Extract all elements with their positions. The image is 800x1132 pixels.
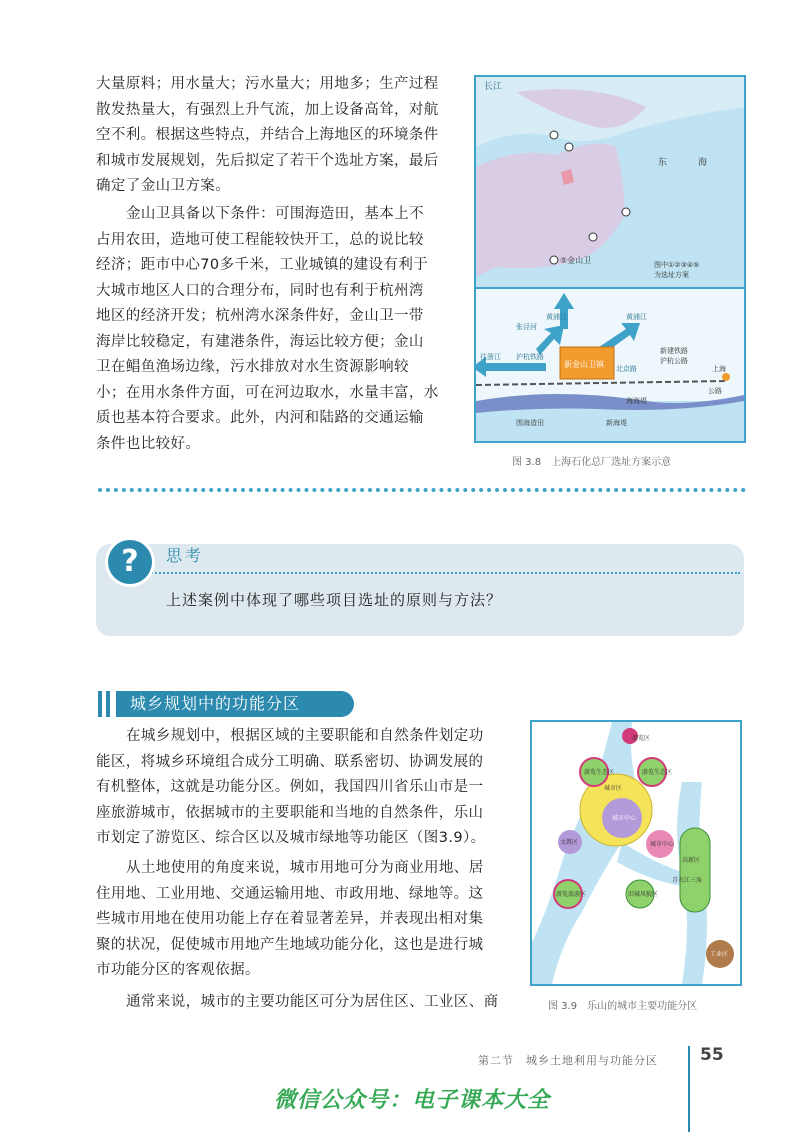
zone-hightech: [680, 828, 710, 912]
canal-label: 黄浦江: [546, 313, 567, 321]
section-divider: [98, 488, 746, 492]
text-line: 和城市发展规划，先后拟定了若干个选址方案，最后: [96, 152, 439, 169]
text-line: 大量原料；用水量大；污水量大；用地多；生产过程: [96, 76, 439, 92]
seawall-label: 海海堤: [626, 397, 647, 405]
canal-label: 黄浦江: [626, 313, 647, 321]
heading-bar: [106, 691, 110, 717]
shanghai-map: [476, 77, 744, 287]
zone-label: 工业区: [710, 951, 729, 958]
text-line: 聚的状况，促使城市用地产生地域功能分化，这也是进行城: [96, 936, 484, 953]
legend-text: 图中①②③④⑤: [654, 261, 700, 269]
paragraph-4: [96, 856, 516, 984]
road-label: 公路: [708, 387, 722, 395]
text-line: 在城乡规划中，根据区域的主要职能和自然条件划定功: [126, 728, 484, 744]
text-line: 占用农田，造地可使工程能较快开工，总的说比较: [96, 231, 424, 248]
text-line: 卫在鲳鱼渔场边缘，污水排放对水生资源影响较: [96, 359, 409, 375]
text-line: 能区，将城乡环境组合成分工明确、联系密切、协调发展的: [96, 753, 484, 770]
figure-3-9-caption: 图 3.9 乐山的城市主要功能分区: [548, 1001, 698, 1012]
reclaim-label: 围海造田: [516, 419, 544, 427]
zone-label: 城市中心: [650, 841, 675, 848]
text-line: 从土地使用的角度来说，城市用地可分为商业用地、居: [126, 860, 484, 876]
text-line: 通常来说，城市的主要功能区可分为居住区、工业区、商: [126, 994, 499, 1010]
text-line: 住用地、工业用地、交通运输用地、市政用地、绿地等。这: [96, 885, 484, 902]
text-line: 散发热量大，有强烈上升气流，加上设备高耸，对航: [96, 101, 439, 118]
text-line: 空不利。根据这些特点，并结合上海地区的环境条件: [96, 127, 439, 143]
zone-label: 城市区: [604, 785, 623, 792]
canal-arrow: [554, 293, 574, 329]
site-marker: [550, 131, 558, 139]
paragraph-2: [96, 202, 460, 457]
text-line: 小；在用水条件方面，可在河边取水，水量丰富，水: [96, 384, 439, 401]
zone-label: 旧城风貌区: [628, 891, 659, 898]
zone-label: 游览生态区: [642, 769, 673, 776]
new-town-label: 沪杭公路: [660, 357, 688, 365]
zone-label: 城市中心: [612, 815, 637, 822]
text-line: 质也基本符合要求。此外，内河和陆路的交通运输: [96, 410, 424, 426]
zone-label: 青衣江三角: [672, 877, 703, 884]
sea-label: 东: [658, 158, 668, 168]
rail-label: 沪杭铁路: [516, 353, 544, 361]
leshan-map: [532, 722, 740, 984]
think-title: 思考: [166, 546, 205, 565]
text-line: 确定了金山卫方案。: [96, 178, 231, 194]
canal-label: 张泾河: [516, 323, 537, 331]
figure-3-8-map-bottom: [474, 287, 746, 443]
legend-text: 为选址方案: [654, 271, 689, 279]
site-marker: [589, 233, 597, 241]
zone-label: 游览生态区: [584, 769, 615, 776]
city-marker: [722, 373, 730, 381]
figure-3-9-map: [530, 720, 742, 986]
road-label: 往浙江: [480, 353, 501, 361]
footer-divider: [688, 1046, 690, 1132]
zone-label: 文教区: [560, 839, 579, 846]
text-line: 市功能分区的客观依据。: [96, 962, 260, 978]
site-marker: [622, 208, 630, 216]
footer-section-title: 第二节 城乡土地利用与功能分区: [478, 1054, 658, 1067]
paragraph-1: [96, 72, 460, 200]
newdam-label: 新海堤: [606, 419, 627, 427]
text-line: 市划定了游览区、综合区以及城市绿地等功能区（图3.9）。: [96, 830, 486, 846]
new-town-label: 新建铁路: [660, 347, 688, 355]
land-area: [476, 143, 624, 277]
paragraph-5: [96, 990, 516, 1016]
text-line: 海岸比较稳定，有建港条件，海运比较方便；金山: [96, 333, 424, 350]
town-label: 北京路: [616, 365, 637, 373]
question-icon: ?: [108, 540, 152, 584]
text-line: 条件也比较好。: [96, 435, 201, 452]
think-divider: [140, 572, 740, 574]
section-heading: 城乡规划中的功能分区: [116, 691, 354, 717]
river-label: 长江: [484, 82, 503, 92]
site-label: ⑤金山卫: [560, 256, 592, 265]
figure-3-8-caption: 图 3.8 上海石化总厂选址方案示意: [512, 457, 672, 468]
page-number: 55: [700, 1045, 724, 1065]
zone-label: 高新区: [682, 857, 701, 864]
text-line: 经济；距市中心70多千米，工业城镇的建设有利于: [96, 257, 429, 273]
city-label: 上海: [712, 365, 726, 373]
text-line: 座旅游城市，依据城市的主要职能和当地的自然条件，乐山: [96, 804, 484, 821]
paragraph-3: [96, 724, 516, 852]
zone-label: 游览旅游区: [556, 891, 587, 898]
sea-label: 海: [698, 158, 708, 168]
zone-label: 游览区: [632, 735, 651, 742]
text-line: 金山卫具备以下条件：可围海造田，基本上不: [126, 206, 424, 222]
text-line: 些城市用地在使用功能上存在着显著差异，并表现出相对集: [96, 911, 484, 927]
text-line: 大城市地区人口的合理分布，同时也有利于杭州湾: [96, 282, 424, 299]
jinshanwei-map: [476, 289, 744, 441]
plant-label: 新金山卫镇: [564, 360, 604, 369]
text-line: 地区的经济开发；杭州湾水深条件好，金山卫一带: [96, 308, 424, 324]
railway: [476, 381, 726, 385]
site-marker: [550, 256, 558, 264]
figure-3-8-map-top: [474, 75, 746, 289]
watermark: 微信公众号：电子课本大全: [274, 1088, 551, 1113]
text-line: 有机整体，这就是功能分区。例如，我国四川省乐山市是一: [96, 779, 484, 795]
heading-bar: [98, 691, 102, 717]
site-marker: [565, 143, 573, 151]
think-question: 上述案例中体现了哪些项目选址的原则与方法？: [166, 591, 503, 609]
